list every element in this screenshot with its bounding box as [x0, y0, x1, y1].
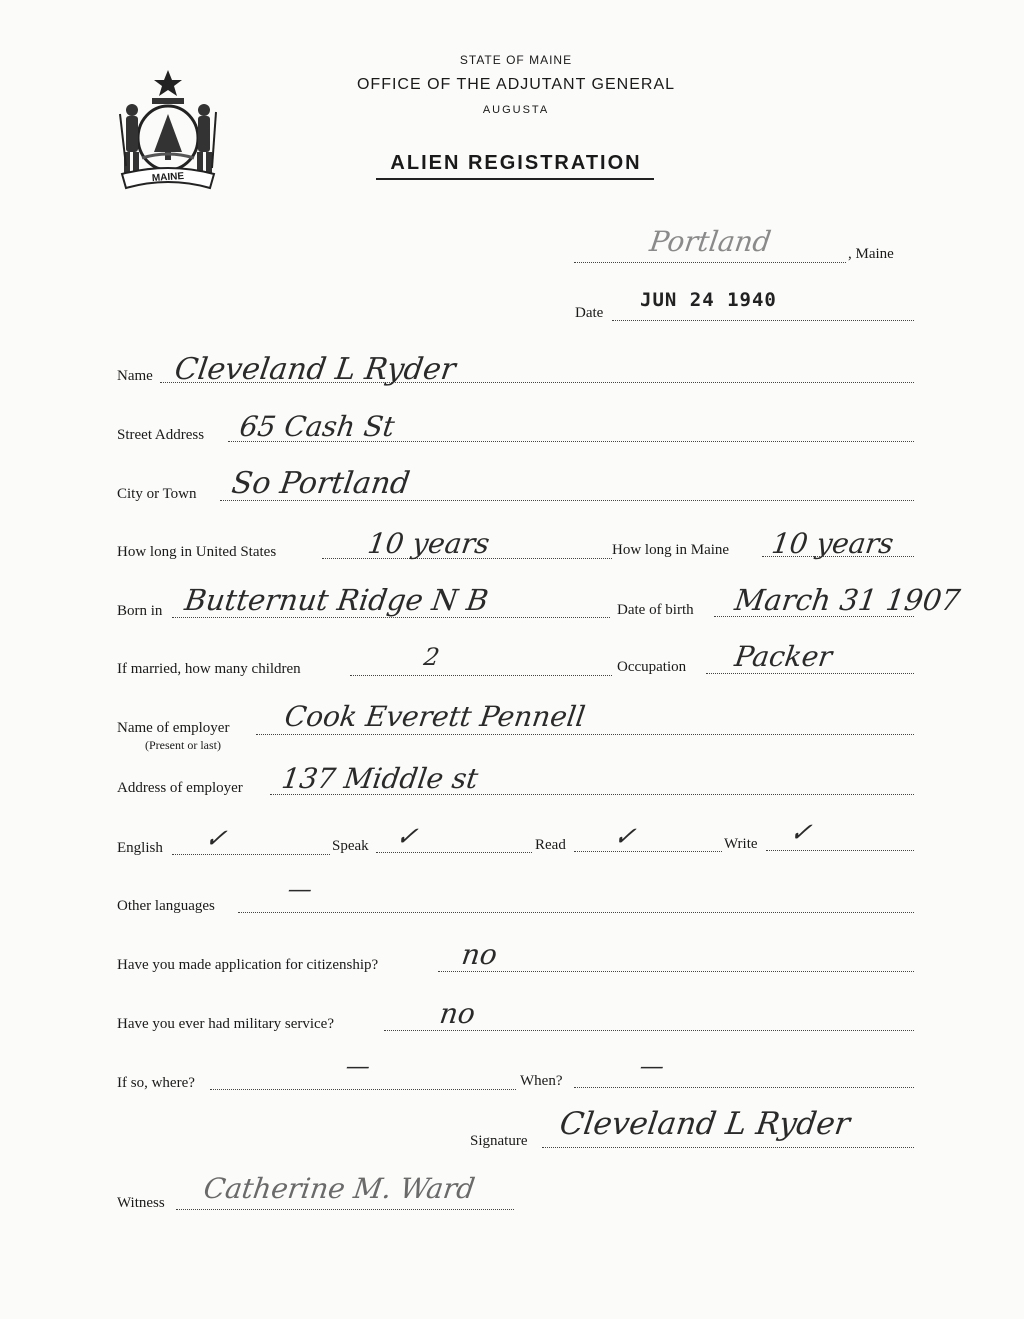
when-line [574, 1087, 914, 1088]
speak-check[interactable]: ✓ [393, 822, 420, 852]
name-label: Name [117, 368, 153, 384]
witness-line [176, 1209, 514, 1210]
english-label: English [117, 840, 163, 856]
street-value[interactable]: 65 Cash St [237, 410, 397, 443]
where-label: If so, where? [117, 1075, 195, 1091]
occupation-value[interactable]: Packer [732, 640, 835, 673]
english-check[interactable]: ✓ [202, 824, 229, 854]
maine-value[interactable]: 10 years [769, 527, 896, 560]
write-line [766, 850, 914, 851]
write-label: Write [724, 836, 758, 852]
born-label: Born in [117, 603, 163, 619]
other-languages-line [238, 912, 914, 913]
citizenship-value[interactable]: no [459, 938, 500, 971]
dob-label: Date of birth [617, 602, 694, 618]
name-value[interactable]: Cleveland L Ryder [172, 352, 458, 387]
date-line [612, 320, 914, 321]
seal-banner-text: MAINE [151, 170, 185, 185]
born-value[interactable]: Butternut Ridge N B [182, 583, 491, 617]
employer-address-value[interactable]: 137 Middle st [279, 762, 481, 795]
speak-label: Speak [332, 838, 369, 854]
when-label: When? [520, 1073, 563, 1089]
born-line [172, 617, 610, 618]
maine-label: How long in Maine [612, 542, 730, 558]
speak-line [376, 852, 532, 853]
occupation-label: Occupation [617, 659, 687, 675]
other-languages-value[interactable]: — [286, 875, 314, 903]
state-heading: STATE OF MAINE [459, 53, 573, 67]
children-label: If married, how many children [117, 661, 301, 677]
employer-sublabel: (Present or last) [145, 738, 221, 752]
city-label: City or Town [117, 486, 197, 502]
military-label: Have you ever had military service? [117, 1016, 334, 1032]
date-stamp[interactable]: JUN 24 1940 [640, 289, 777, 311]
other-languages-label: Other languages [117, 898, 215, 914]
write-check[interactable]: ✓ [787, 818, 814, 848]
employer-address-label: Address of employer [117, 780, 243, 796]
employer-line [256, 734, 914, 735]
read-line [574, 851, 722, 852]
us-value[interactable]: 10 years [365, 527, 492, 560]
us-label: How long in United States [117, 544, 277, 560]
read-label: Read [535, 837, 566, 853]
place-value[interactable]: Portland [647, 225, 774, 258]
city-value[interactable]: So Portland [229, 466, 413, 501]
occupation-line [706, 673, 914, 674]
city-heading: AUGUSTA [482, 104, 550, 116]
place-suffix: , Maine [848, 246, 894, 262]
children-line [350, 675, 612, 676]
title-underline [376, 178, 654, 180]
street-label: Street Address [117, 427, 205, 443]
citizenship-line [438, 971, 914, 972]
military-line [384, 1030, 914, 1031]
dob-value[interactable]: March 31 1907 [732, 583, 963, 617]
date-label: Date [575, 305, 604, 321]
english-line [172, 854, 330, 855]
form-title: ALIEN REGISTRATION [390, 152, 642, 174]
witness-label: Witness [117, 1195, 165, 1211]
employer-label: Name of employer [117, 720, 230, 736]
children-value[interactable]: 2 [422, 643, 442, 671]
where-line [210, 1089, 516, 1090]
read-check[interactable]: ✓ [611, 822, 638, 852]
signature-value[interactable]: Cleveland L Ryder [557, 1106, 853, 1142]
witness-value[interactable]: Catherine M. Ward [201, 1172, 477, 1205]
signature-label: Signature [470, 1133, 528, 1149]
where-value[interactable]: — [344, 1052, 372, 1080]
signature-line [542, 1147, 914, 1148]
citizenship-label: Have you made application for citizenship? [117, 957, 379, 973]
office-heading: OFFICE OF THE ADJUTANT GENERAL [356, 76, 676, 93]
military-value[interactable]: no [437, 997, 478, 1030]
employer-value[interactable]: Cook Everett Pennell [282, 700, 588, 733]
place-line [574, 262, 846, 263]
when-value[interactable]: — [638, 1052, 666, 1080]
